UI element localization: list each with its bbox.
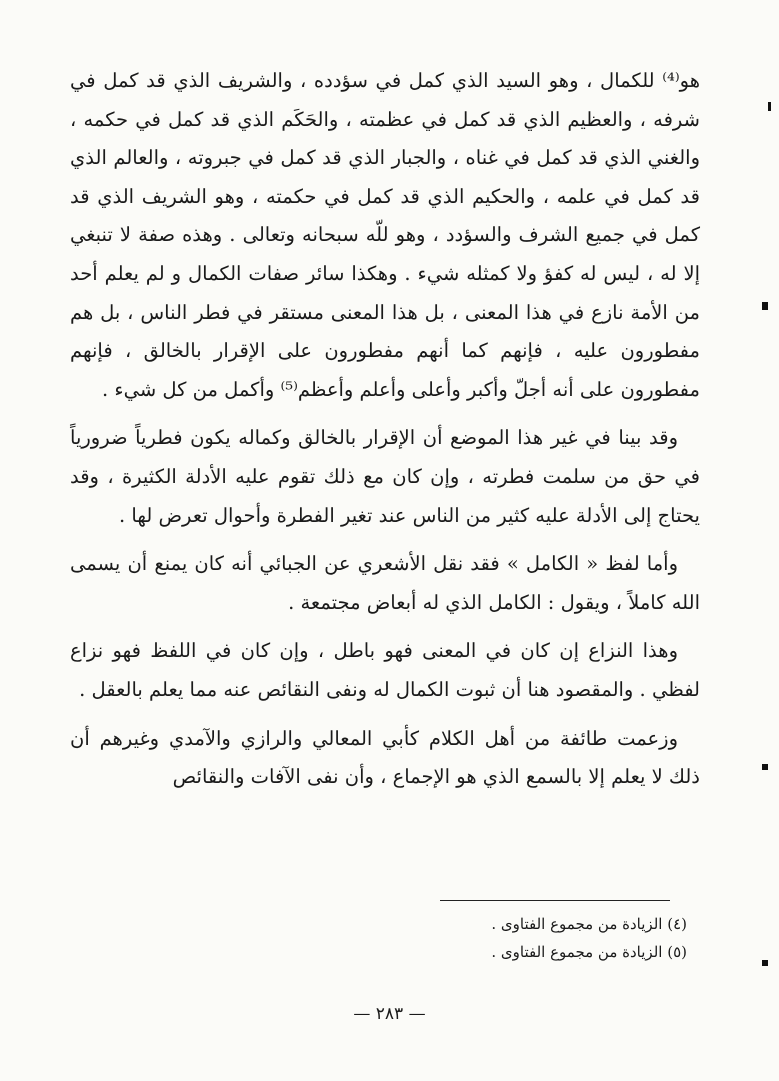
- paragraph-1: هو⁽⁴⁾ للكمال ، وهو السيد الذي كمل في سؤدده ، والشريف الذي قد كمل في شرفه ، والعظيم الذي قد كمل في عظمته ، والحَكَم الذي قد كمل في حكمه ، والغني الذي قد كمل في غناه ، والجبار الذي قد كمل في جبروته ، والعالم الذي قد كمل في علمه ، والحكيم الذي قد كمل في حكمته ، وهو الشريف الذي قد كمل في جميع الشرف والسؤدد ، وهو للّه سبحانه وتعالى . وهذه صفة لا تنبغي إلا له ، ليس له كفؤ ولا كمثله شيء . وهكذا سائر صفات الكمال و لم يعلم أحد من الأمة نازع في هذا المعنى ، بل هذا المعنى مستقر في فطر الناس ، بل هم مفطورون عليه ، فإنهم كما أنهم مفطورون على الإقرار بالخالق ، فإنهم مفطورون على أنه أجلّ وأكبر وأعلى وأعلم وأعظم⁽⁵⁾ وأكمل من كل شيء .: [70, 69, 700, 401]
- footnote-5: (٥) الزيادة من مجموع الفتاوى .: [491, 943, 687, 961]
- footnotes: [427, 910, 687, 966]
- scan-mark: [762, 764, 768, 770]
- footnote-divider: [440, 900, 670, 901]
- scan-mark: [768, 102, 771, 111]
- paragraph-5: وزعمت طائفة من أهل الكلام كأبي المعالي والرازي والآمدي وغيرهم أن ذلك لا يعلم إلا بالسمع الذي هو الإجماع ، وأن نفى الآفات والنقائص: [70, 726, 700, 789]
- page-number: — ٢٨٣ —: [353, 1004, 426, 1024]
- main-text: [70, 62, 700, 807]
- paragraph-3: وأما لفظ « الكامل » فقد نقل الأشعري عن الجبائي أنه كان يمنع أن يسمى الله كاملاً ، ويقول : الكامل الذي له أبعاض مجتمعة .: [70, 552, 700, 614]
- scan-mark: [762, 960, 768, 966]
- footnote-4: (٤) الزيادة من مجموع الفتاوى .: [491, 915, 687, 933]
- paragraph-4: وهذا النزاع إن كان في المعنى فهو باطل ، وإن كان في اللفظ فهو نزاع لفظي . والمقصود هنا أن ثبوت الكمال له ونفى النقائص عنه مما يعلم بالعقل .: [70, 639, 700, 701]
- scan-mark: [762, 302, 768, 310]
- paragraph-2: وقد بينا في غير هذا الموضع أن الإقرار بالخالق وكماله يكون فطرياً ضرورياً في حق من سلمت فطرته ، وإن كان مع ذلك تقوم عليه الأدلة الكثيرة ، وقد يحتاج إلى الأدلة عليه كثير من الناس عند تغير الفطرة وأحوال تعرض لها .: [70, 426, 700, 527]
